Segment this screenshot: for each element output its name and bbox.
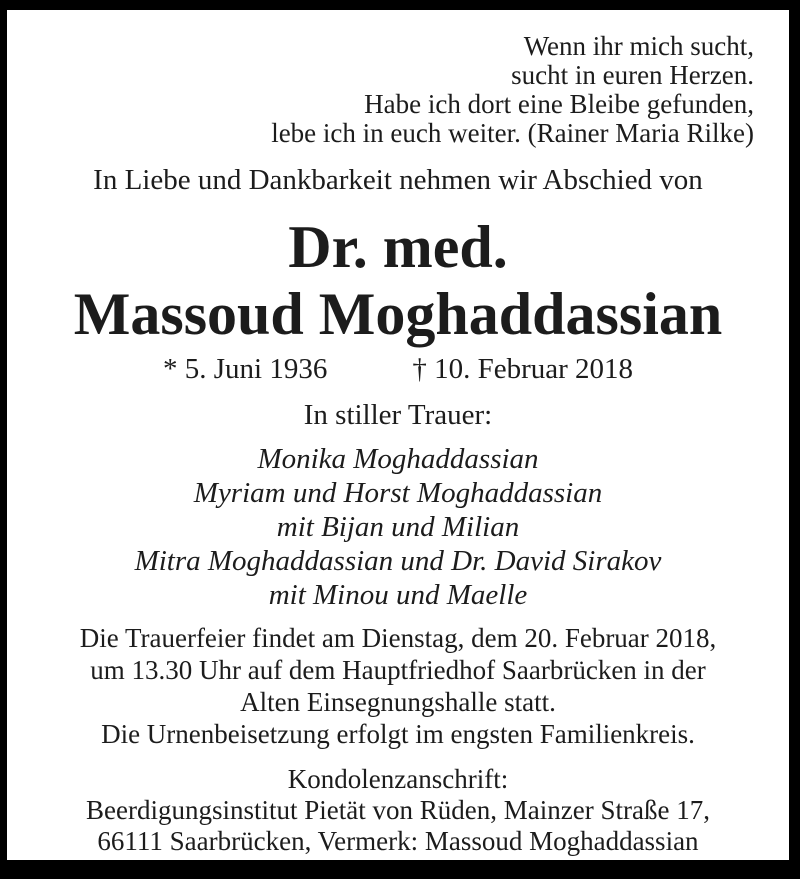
deceased-title-block	[7, 214, 789, 348]
life-dates	[7, 352, 789, 386]
funeral-line: Die Urnenbeisetzung erfolgt im engsten Familienkreis.	[101, 719, 695, 749]
mourners-list	[7, 442, 789, 612]
quote-line: Habe ich dort eine Bleibe gefunden,	[364, 89, 754, 119]
mourner-name: Myriam und Horst Moghaddassian	[193, 477, 603, 509]
mourner-name: mit Bijan und Milian	[276, 511, 520, 543]
condolence-info	[7, 764, 789, 857]
funeral-line: um 13.30 Uhr auf dem Hauptfriedhof Saarbrücken in der	[90, 655, 706, 685]
funeral-line: Alten Einsegnungshalle statt.	[240, 687, 556, 717]
condolence-line: 66111 Saarbrücken, Vermerk: Massoud Moghaddassian	[97, 826, 699, 856]
funeral-line: Die Trauerfeier findet am Dienstag, dem 20. Februar 2018,	[79, 623, 717, 653]
mourner-name: Mitra Moghaddassian und Dr. David Sirakov	[134, 545, 662, 577]
quote-line: sucht in euren Herzen.	[511, 60, 754, 90]
quote-line: Wenn ihr mich sucht,	[523, 31, 754, 61]
mourner-name: mit Minou und Maelle	[268, 579, 528, 611]
condolence-heading: Kondolenzanschrift:	[287, 764, 509, 794]
birth-date: * 5. Juni 1936	[162, 353, 328, 385]
intro-text: In Liebe und Dankbarkeit nehmen wir Abschied von	[93, 164, 703, 196]
mourning-heading: In stiller Trauer:	[303, 399, 493, 431]
deceased-academic-title: Dr. med.	[288, 214, 508, 280]
mourner-name: Monika Moghaddassian	[257, 443, 539, 475]
death-date: † 10. Februar 2018	[412, 353, 634, 385]
epigraph-quote	[7, 32, 789, 148]
condolence-line: Beerdigungsinstitut Pietät von Rüden, Mainzer Straße 17,	[86, 795, 710, 825]
deceased-name: Massoud Moghaddassian	[73, 281, 723, 347]
funeral-info	[7, 622, 789, 750]
quote-line-attribution: lebe ich in euch weiter. (Rainer Maria Rilke)	[271, 118, 754, 148]
